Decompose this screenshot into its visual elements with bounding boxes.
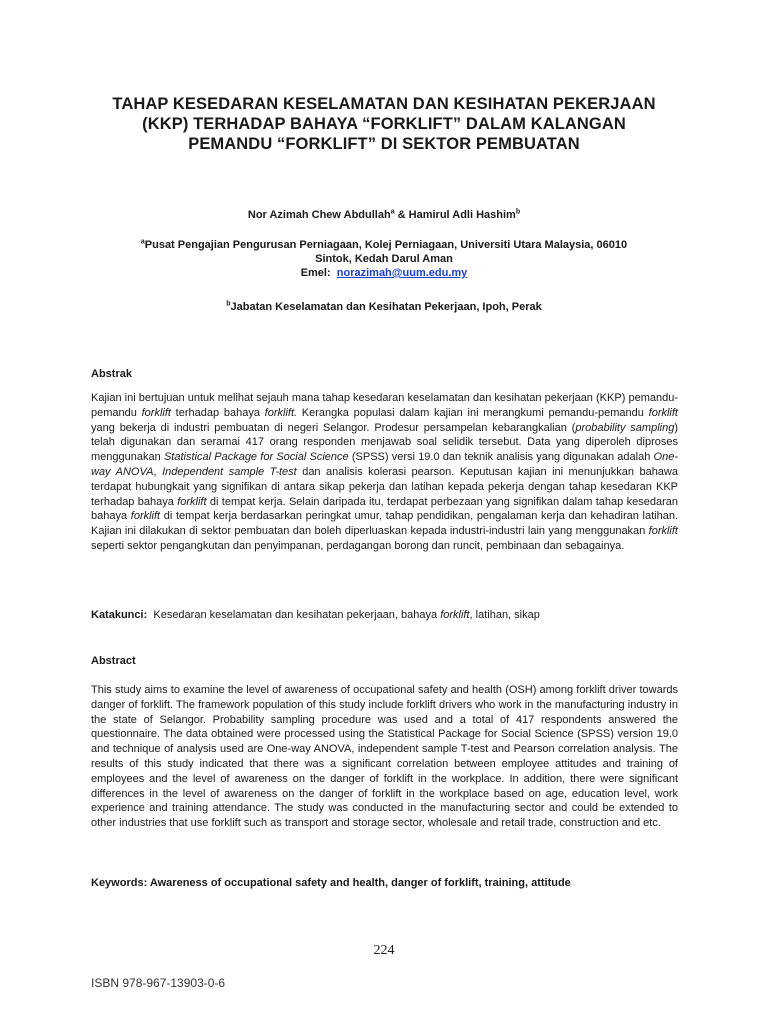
abstrak-text: yang bekerja di industri pembuatan di negeri Selangor. Prodesur persampelan kebarangkalian ( bbox=[91, 421, 576, 434]
abstrak-heading: Abstrak bbox=[91, 368, 132, 380]
abstrak-italic: probability sampling bbox=[575, 421, 675, 434]
isbn-footer: ISBN 978-967-13903-0-6 bbox=[91, 976, 226, 990]
abstrak-italic: forklift bbox=[648, 406, 678, 419]
author-1-superscript: a bbox=[390, 208, 395, 216]
abstrak-text: seperti sektor pengangkutan dan penyimpanan, perdagangan borong dan runcit, pembinaan dan sebagainya. bbox=[91, 539, 625, 552]
author-1: Nor Azimah Chew Abdullah bbox=[247, 209, 391, 221]
title-line-1: TAHAP KESEDARAN KESELAMATAN DAN KESIHATAN PEKERJAAN bbox=[112, 95, 656, 113]
abstrak-italic: forklift bbox=[177, 495, 207, 508]
abstrak-italic: One-way ANOVA bbox=[91, 451, 679, 478]
katakunci-line bbox=[91, 609, 678, 621]
katakunci-text: , latihan, sikap bbox=[469, 609, 540, 621]
abstrak-text: Kerangka populasi dalam kajian ini merangkumi pemandu-pemandu bbox=[297, 406, 649, 419]
affiliation-a-superscript: a bbox=[140, 238, 145, 246]
affiliation-a-line-2: Sintok, Kedah Darul Aman bbox=[315, 253, 453, 265]
abstrak-italic: forklift bbox=[141, 406, 171, 419]
abstract-paragraph: This study aims to examine the level of awareness of occupational safety and health (OSH) among forklift driver towards danger of forklift. The framework population of this study include forklift drivers who work in the manufacturing industry in the state of Selangor. Probability sampling procedure was used and a total of 417 respondents answered the questionnaire. The data obtained were processed using the Statistical Package for Social Science (SPSS) version 19.0 and technique of analysis used are One-way ANOVA, independent sample T-test and Pearson correlation analysis. The results of this study indicated that there was a significant correlation between employee attitudes and training of employees and the level of awareness on the danger of forklift in the workplace. In addition, there were significant differences in the level of awareness on the danger of forklift in the workplace based on age, education level, work experience and training attendance. The study was conducted in the manufacturing sector and could be extended to other industries that use forklift such as transport and storage sector, wholesale and retail trade, construction and etc. bbox=[91, 684, 678, 830]
title-line-3: PEMANDU “FORKLIFT” DI SEKTOR PEMBUATAN bbox=[188, 135, 580, 153]
katakunci-text: Kesedaran keselamatan dan kesihatan pekerjaan, bahaya bbox=[147, 609, 441, 621]
affiliation-b bbox=[60, 300, 708, 314]
abstrak-text: Kajian ini bertujuan untuk melihat sejauh mana tahap kesedaran keselamatan dan kesihatan pekerjaan (KKP) pemandu-pemandu bbox=[91, 392, 678, 419]
affiliation-a-line-1: Pusat Pengajian Pengurusan Perniagaan, Kolej Perniagaan, Universiti Utara Malaysia, 06010 bbox=[144, 239, 628, 251]
abstrak-italic: Statistical Package for Social Science bbox=[163, 451, 349, 464]
abstrak-text: (SPSS) versi 19.0 dan teknik analisis yang digunakan adalah bbox=[348, 451, 654, 464]
abstrak-italic: Independent sample T-test bbox=[162, 465, 297, 478]
abstrak-text: di tempat kerja. Selain daripada itu, terdapat perbezaan yang signifikan dalam tahap kesedaran bahaya bbox=[91, 495, 678, 523]
katakunci-label: Katakunci: bbox=[91, 609, 148, 621]
abstract-heading: Abstract bbox=[91, 655, 136, 667]
katakunci-italic: forklift bbox=[440, 609, 470, 621]
author-2-superscript: b bbox=[515, 208, 521, 216]
authors-ampersand: & bbox=[394, 209, 409, 221]
abstrak-text: di tempat kerja berdasarkan peringkat umur, tahap pendidikan, pengalaman kerja dan kehadiran latihan. Kajian ini dilakukan di sektor pembuatan dan boleh diperluaskan kepada industri-industri lain yang menggunakan bbox=[91, 510, 678, 538]
abstrak-paragraph bbox=[91, 391, 678, 554]
email-link[interactable]: norazimah@uum.edu.my bbox=[336, 267, 468, 279]
paper-title bbox=[60, 94, 708, 154]
affiliation-b-superscript: b bbox=[226, 300, 231, 308]
abstrak-text: ) telah digunakan dan seramai 417 orang responden menjawab soal selidik tersebut. Data yang diperoleh diproses menggunakan bbox=[91, 421, 678, 464]
abstrak-text: , bbox=[153, 465, 163, 478]
affiliation-a bbox=[60, 238, 708, 280]
abstrak-text: dan analisis kolerasi pearson. Keputusan kajian ini menunjukkan bahawa terdapat hubungkait yang signifikan di antara sikap pekerja dan latihan kepada pekerja dengan tahap kesedaran KKP terhadap bahaya bbox=[91, 465, 678, 508]
author-2: Hamirul Adli Hashim bbox=[408, 209, 516, 221]
abstrak-italic: forklift bbox=[130, 510, 161, 523]
abstrak-text: terhadap bahaya bbox=[170, 406, 265, 419]
abstrak-italic: forklift. bbox=[264, 406, 298, 419]
title-line-2: (KKP) TERHADAP BAHAYA “FORKLIFT” DALAM KALANGAN bbox=[142, 115, 626, 133]
email-label: Emel: bbox=[300, 267, 337, 279]
authors-line bbox=[60, 208, 708, 222]
keywords-line: Keywords: Awareness of occupational safety and health, danger of forklift, training, attitude bbox=[91, 877, 571, 889]
affiliation-b-text: Jabatan Keselamatan dan Kesihatan Pekerjaan, Ipoh, Perak bbox=[230, 301, 542, 313]
abstrak-italic: forklift bbox=[648, 525, 678, 538]
page-number: 224 bbox=[373, 943, 395, 958]
